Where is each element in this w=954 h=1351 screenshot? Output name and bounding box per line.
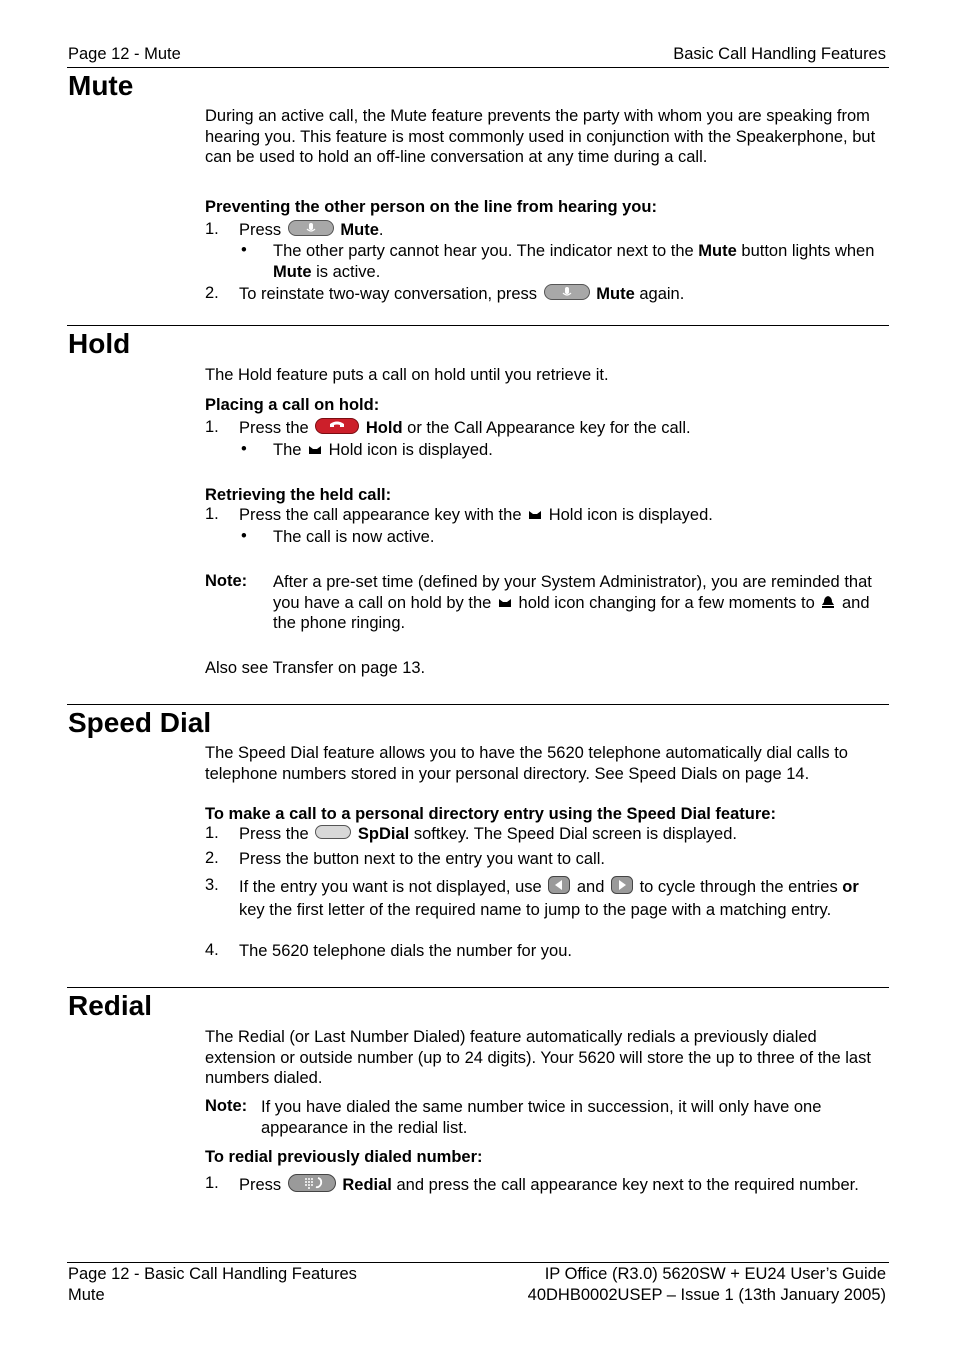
redial-note: If you have dialed the same number twice in succession, it will only have one appearance in the redial list. <box>261 1098 822 1137</box>
section-title-hold: Hold <box>68 328 131 359</box>
section-title-redial: Redial <box>68 990 153 1021</box>
page-header-right: Basic Call Handling Features <box>673 45 886 63</box>
hold-step1-bold: Hold <box>365 419 403 438</box>
mute-step2 <box>239 284 889 306</box>
hold-step1 <box>239 418 889 440</box>
hold-subhead2: Retrieving the held call: <box>205 486 392 504</box>
section-title-speed-dial: Speed Dial <box>68 707 212 738</box>
bullet-icon: • <box>241 241 247 259</box>
speed-dial-step3-a: If the entry you want is not displayed, use <box>239 878 542 897</box>
speed-dial-step1-post: softkey. The Speed Dial screen is displayed. <box>413 825 737 843</box>
redial-subhead: To redial previously dialed number: <box>205 1148 483 1166</box>
hold-subhead1: Placing a call on hold: <box>205 396 380 414</box>
speed-dial-step3 <box>239 876 889 920</box>
hold-note <box>273 572 889 634</box>
mute-step1-bold: Mute <box>340 221 379 240</box>
section-title-mute: Mute <box>68 70 134 101</box>
bullet-icon: • <box>241 440 247 458</box>
speed-dial-step4-number: 4. <box>205 941 219 959</box>
speed-dial-step1-bold: SpDial <box>357 825 410 843</box>
hold-indicator-icon <box>498 593 512 614</box>
speed-dial-step3-number: 3. <box>205 876 219 894</box>
left-arrow-key-icon <box>548 876 570 900</box>
hold-note-label: Note: <box>205 572 248 590</box>
hold-intro: The Hold feature puts a call on hold until you retrieve it. <box>205 366 609 384</box>
speed-dial-step4: The 5620 telephone dials the number for you. <box>239 942 572 960</box>
hold-step2 <box>239 505 889 526</box>
mute-step1-post: . <box>378 221 384 240</box>
hold-indicator-icon <box>528 505 542 526</box>
footer-right-line1: IP Office (R3.0) 5620SW + EU24 User’s Guide <box>544 1265 886 1283</box>
speed-dial-step3-c: to cycle through the entries <box>639 878 838 897</box>
redial-step1-number: 1. <box>205 1174 219 1192</box>
mute-step2-bold: Mute <box>596 285 635 304</box>
speed-dial-step1 <box>239 824 889 845</box>
speed-dial-step3-b: and <box>576 878 605 897</box>
mute-step2-pre: To reinstate two-way conversation, press <box>239 285 538 304</box>
mute-step1 <box>239 220 889 242</box>
footer-rule <box>67 1262 889 1263</box>
mute-button-icon <box>544 284 590 306</box>
page-header-left: Page 12 - Mute <box>68 45 181 63</box>
redial-intro: The Redial (or Last Number Dialed) feature automatically redials a previously dialed extension or outside number (up to 24 digits). Your 5620 will store the up to three of the last numbers dialed. <box>205 1028 871 1087</box>
speed-dial-step2-number: 2. <box>205 849 219 867</box>
bullet-icon: • <box>241 527 247 545</box>
mute-step1-pre: Press <box>239 221 282 240</box>
hold-step1-post: or the Call Appearance key for the call. <box>407 419 691 438</box>
section-rule <box>67 987 889 988</box>
hold-bullet2: The call is now active. <box>273 528 435 546</box>
speed-dial-subhead: To make a call to a personal directory entry using the Speed Dial feature: <box>205 805 776 823</box>
speed-dial-step3-e: key the first letter of the required name to jump to the page with a matching entry. <box>239 900 832 919</box>
hold-note-a: After a pre-set time (defined by your System Administrator), you are reminded that you have a call on hold by the <box>273 573 872 612</box>
footer-right-line2: 40DHB0002USEP – Issue 1 (13th January 2005) <box>527 1285 886 1304</box>
hold-step2-number: 1. <box>205 505 219 523</box>
mute-button-icon <box>288 220 334 242</box>
mute-intro: During an active call, the Mute feature prevents the party with whom you are speaking from hearing you. This feature is most commonly used in conjunction with the Speakerphone, but can be used to hold an off-line conversation at any time during a call. <box>205 107 876 166</box>
hold-also-see: Also see Transfer on page 13. <box>205 659 426 677</box>
redial-step1-bold: Redial <box>342 1176 392 1195</box>
header-rule <box>67 67 889 68</box>
right-arrow-key-icon <box>611 876 633 900</box>
mute-step1-number: 1. <box>205 220 219 238</box>
mute-bullet1 <box>273 241 889 282</box>
speed-dial-intro: The Speed Dial feature allows you to have the 5620 telephone automatically dial calls to telephone numbers stored in your personal directory. See Speed Dials on page 14. <box>205 744 848 783</box>
redial-step1-post: and press the call appearance key next to the required number. <box>396 1176 859 1195</box>
speed-dial-step1-number: 1. <box>205 824 219 842</box>
page-footer-left <box>68 1264 357 1305</box>
mute-step2-number: 2. <box>205 284 219 302</box>
hold-note-b: hold icon changing for a few moments to <box>518 593 815 612</box>
page-footer-right <box>528 1264 886 1305</box>
hold-bullet1-post: Hold icon is displayed. <box>328 441 493 459</box>
mute-bullet1-a: The other party cannot hear you. The indicator next to the <box>273 242 694 260</box>
softkey-button-icon <box>315 824 351 845</box>
hold-button-icon <box>315 418 359 440</box>
redial-button-icon <box>288 1174 336 1198</box>
footer-left-line1: Page 12 - Basic Call Handling Features <box>68 1265 357 1283</box>
hold-step2-post: Hold icon is displayed. <box>548 506 713 524</box>
section-rule <box>67 325 889 326</box>
hold-bullet1-pre: The <box>273 441 302 459</box>
ringing-bell-icon <box>821 593 835 614</box>
speed-dial-step2: Press the button next to the entry you want to call. <box>239 850 605 868</box>
hold-step1-number: 1. <box>205 418 219 436</box>
footer-left-line2: Mute <box>68 1285 105 1304</box>
redial-step1-pre: Press <box>239 1176 282 1195</box>
mute-step2-post: again. <box>639 285 685 304</box>
hold-note-c: and the phone ringing. <box>273 593 870 633</box>
mute-bullet1-e: is active. <box>316 262 381 281</box>
speed-dial-step3-d: or <box>842 878 859 897</box>
mute-bullet1-c: button lights when <box>741 242 875 260</box>
section-rule <box>67 704 889 705</box>
redial-step1 <box>239 1174 889 1198</box>
hold-step2-pre: Press the call appearance key with the <box>239 506 522 524</box>
mute-bullet1-b: Mute <box>698 242 737 260</box>
mute-bullet1-d: Mute <box>273 262 312 281</box>
speed-dial-step1-pre: Press the <box>239 825 309 843</box>
hold-step1-pre: Press the <box>239 419 309 438</box>
redial-note-label: Note: <box>205 1097 248 1115</box>
mute-subhead: Preventing the other person on the line from hearing you: <box>205 198 657 216</box>
hold-bullet1 <box>273 440 889 461</box>
hold-indicator-icon <box>308 440 322 461</box>
